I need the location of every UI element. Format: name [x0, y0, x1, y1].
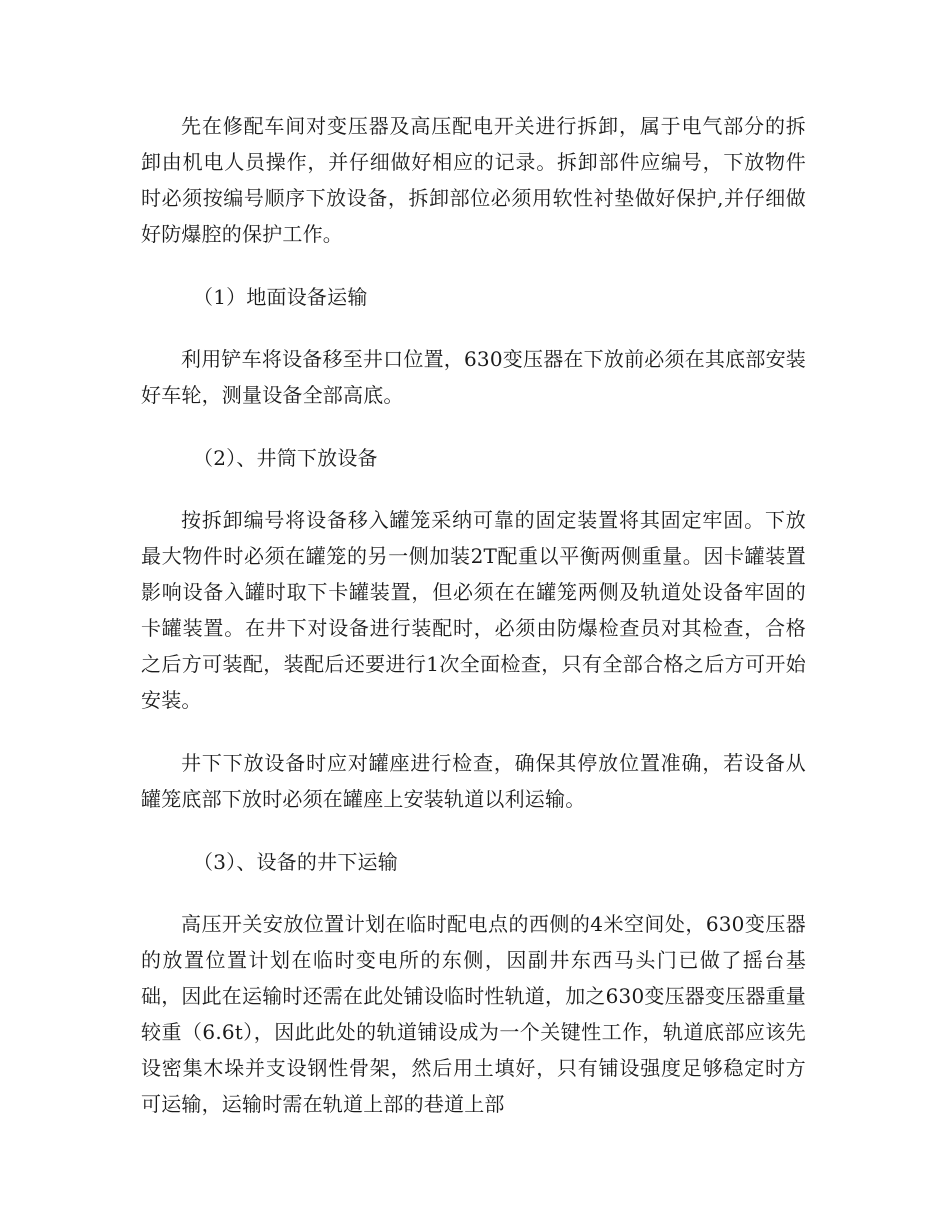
section-heading-ground-transport: （1）地面设备运输: [193, 285, 368, 309]
paragraph-disassembly: 先在修配车间对变压器及高压配电开关进行拆卸，属于电气部分的拆卸由机电人员操作，并仔细做好相应的记录。拆卸部件应编号，下放物件时必须按编号顺序下放设备，拆卸部位必须用软性衬垫做好保护,并仔细做好防爆腔的保护工作。: [141, 114, 806, 246]
section-heading-shaft-lowering: （2）、井筒下放设备: [193, 446, 378, 470]
paragraph-shaft-lowering: 按拆卸编号将设备移入罐笼采纳可靠的固定装置将其固定牢固。下放最大物件时必须在罐笼的另一侧加装2T配重以平衡两侧重量。因卡罐装置影响设备入罐时取下卡罐装置，但必须在在罐笼两侧及轨道处设备牢固的卡罐装置。在井下对设备进行装配时，必须由防爆检查员对其检查，合格之后方可装配，装配后还要进行1次全面检查，只有全部合格之后方可开始安装。: [141, 508, 806, 712]
paragraph-underground-transport: 高压开关安放位置计划在临时配电点的西侧的4米空间处，630变压器的放置位置计划在临时变电所的东侧，因副井东西马头门已做了摇台基础，因此在运输时还需在此处铺设临时性轨道，加之630变压器变压器重量较重（6.6t），因此此处的轨道铺设成为一个关键性工作，轨道底部应该先设密集木垛并支设钢性骨架，然后用土填好，只有铺设强度足够稳定时方可运输，运输时需在轨道上部的巷道上部: [141, 912, 806, 1116]
paragraph-ground-transport: 利用铲车将设备移至井口位置，630变压器在下放前必须在其底部安装好车轮，测量设备全部高底。: [141, 347, 806, 407]
section-heading-underground-transport: （3）、设备的井下运输: [193, 850, 398, 874]
paragraph-cage-seat-check: 井下下放设备时应对罐座进行检查，确保其停放位置准确，若设备从罐笼底部下放时必须在罐座上安装轨道以利运输。: [141, 751, 806, 811]
document-body: [141, 108, 806, 1122]
